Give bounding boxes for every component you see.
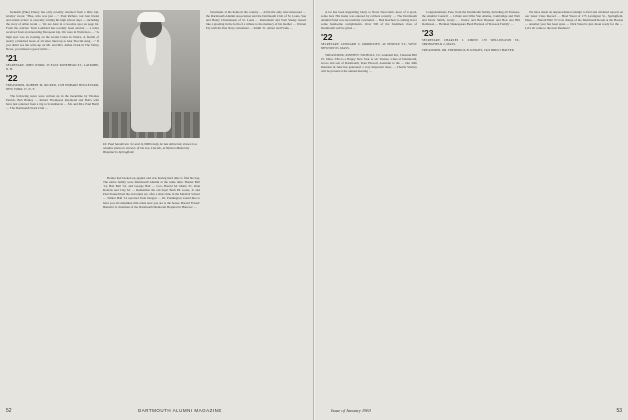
left-col1-body-2: The following notes were written up in the meantime by Thomas Patrick. Bob Hanley … Robert Thompson Raymond and Bob's wife have just returned from a trip to Scandinavia … Mr. and Mrs. Paul Berth … The Dartmouth Stork Club … [6,93,99,111]
class-22-treasurer: TREASURER, ROBERT M. RICKER, 2728 HOBART BOULEVARD, NEW YORK 17, N. Y. [6,83,99,92]
left-col3-body: Tecumseh, at the home in the country … Alvin the only ones interested … the Dartmouth Alumni Association and the Dartmouth Club of St. Louis, Sue and Henry Christiansen of St. Louis … Retirement and Tom Snaley issued like a greeting in the form of a tribute to the memory of his mother … Warren Ely with his fine Navy retirement … Smith '11, Albert and Frank … [206,10,306,31]
right-col2-body: Congratulations, Pete, from the Dartmouth family, including all Trustees, the Alumni Council … Lillian and Ollie Van Alstine, Cambridge and Walt and Doris Smith, lovely … Nancy and Bob Hausser and Bob and Bill Robinson … Herman Shakespeare Basil Hartson of 'Rawson Family' … [422,10,520,27]
doctor-with-baby-photo [103,10,200,138]
left-col2-body: Homer had backed up against and was having hard time to find his bag. The entire family were Dartmouth Alumni at the same time: Homer Ball '14, Bob Ball '16, and George Ball … Cox, Harold M. Mann '21, Dale Roberts and Clay M. … Remember the old days! Both Ph. Gates, Jr. and Paul Stansell had the old tennis set, after a short time in the Medical School … Winter Ball '14 reported from Oregon … Dr. Pennington would like to have you all remember him when next you are at the house. Harold 'Ernest' Benedict is chairman of the Dartmouth Memorial Hospital in Hanover … [103,176,200,209]
class-23-treasurer: TREASURER, DR. FREDERICK B. KNIGHT, 1922 BIRD CHATTER [422,47,514,52]
page-number-right: 53 [616,408,622,414]
class-23-secretary: SECRETARY, CHARLES J. ZIMNY, 170 WELLINGTON ST., SPRINGFIELD 2, MASS. [422,38,520,47]
right-page [314,0,628,420]
right-column-1 [321,10,417,396]
page-number-left: 52 [6,408,12,414]
right-col3-body: We have made an unprecedented attempt to find and obtained reports on our latest Class Record … Brad Weed of 175 Lexington St., Springfield, Mass. … Harold Hutt '27 is in charge of the Dartmouth Room at the Boston … Another year has been gone … Dick Weed is just about ready for the … Let's all come to the next Reunion! [525,10,623,31]
class-heading-21: '21 [6,52,18,63]
left-column-3 [206,10,306,396]
left-column-1 [6,10,99,396]
class-22-secretary: SECRETARY, LEONARD S. MORRISSEY, 40 MYRTLE ST., WEST NEWTON 65, MASS. [321,42,417,51]
class-heading-22-left: '22 [6,73,18,84]
issue-footer: Issue of January 1963 [331,408,371,413]
right-col1-body-2: TREASURER, JOSEPH F. NICHOLS, 151 Grundell Rd., Chestnut Hill 67, Mass. This is a Happy New Year to all. Trustee, Class of Dartmouth, Grace and son of Dartmouth, Peter Howell, Assistant to the … Our 40th Reunion in June has generated a very important issue … Charlie Starkey will be present at the annual meeting … [321,52,417,74]
right-column-3 [525,10,623,396]
photo-doctor-figure [131,22,171,132]
class-21-secretary: SECRETARY, JOHN WORD, 33 EAST ROSEHEAD ST., LATROBE, N. H. [6,62,99,71]
right-column-2 [422,10,520,396]
left-column-2 [103,176,200,396]
photo-caption: Dr. Paul Sanderson '21 and 11,000th baby he has delivered, shown in a window photo in nursery of his son, Lincoln, at Weston Maternity Hospital in Springfield. [103,142,198,155]
class-heading-22: '22 [321,32,333,43]
right-col1-body: A lot has been happening lately to News Newcomb, most of it good, some bad. His home was entered by robbers recently … The Dartmouth Alumni Fund was successfully concluded … Bud Reichert is coming in for some handsome compliments. Over 500 of the freshmen class of Dartmouth will be given … [321,10,417,31]
magazine-title-footer: DARTMOUTH ALUMNI MAGAZINE [138,408,222,413]
photo-doctor-cap [137,12,165,22]
class-heading-23: '23 [422,28,434,39]
left-col1-body: Kenneth (Pike) Emory has only recently returned from a little trip. Gladys' wrote: "Pike, who was just …". Paul Richter, 'our best friend and ardent writer,' is currently writing his high school days — including the story of Albie Grant … We are Alex in a two-line spot on page 62. From the articles: Tuck Lombard has recently been elected … a letter received from an interesting European trip. We were in Wolfeboro … "A high spot was an evening on the Grand Canal in Venice. A flotilla of nearly a hundred boats of all sizes lined up to hear Puccini sung …" If you didn't see the write-up on Mr. and Mrs. Alden Clark in The Valley News, you missed a good article … [6,10,99,51]
